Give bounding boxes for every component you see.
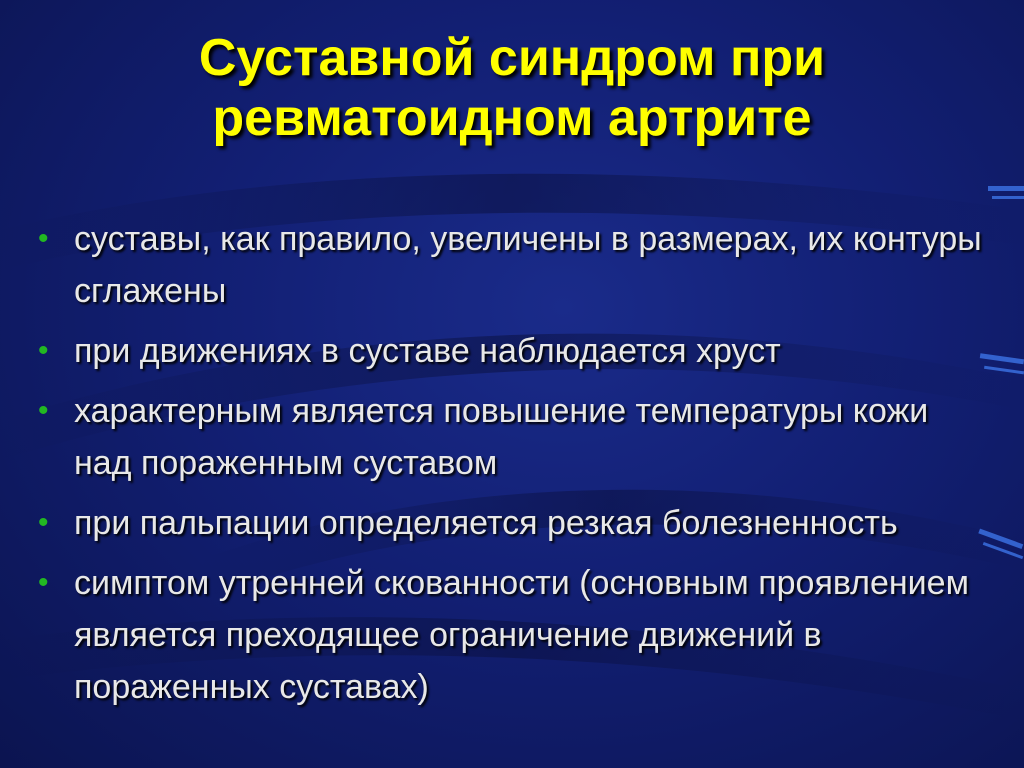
bullet-item [34,213,984,317]
bullet-text: при движениях в суставе наблюдается хруст [74,332,781,370]
bullet-dot-icon: • [38,334,49,367]
bullet-item [34,557,984,713]
slide-title [0,28,1024,148]
bullet-item [34,385,984,489]
bullet-dot-icon: • [38,222,49,255]
bullet-item [34,325,984,377]
bullet-dot-icon: • [38,566,49,599]
bullet-list [34,213,984,721]
bullet-dot-icon: • [38,506,49,539]
bullet-text: при пальпации определяется резкая болезненность [74,504,898,542]
bullet-text: суставы, как правило, увеличены в размерах, их контуры сглажены [74,220,982,310]
bullet-text: симптом утренней скованности (основным проявлением является преходящее ограничение движений в пораженных суставах) [74,564,969,706]
bullet-text: характерным является повышение температуры кожи над пораженным суставом [74,392,929,482]
bullet-dot-icon: • [38,394,49,427]
title-line-1: Суставной синдром при [198,29,826,87]
title-line-2: ревматоидном артрите [212,89,812,147]
bullet-item [34,497,984,549]
